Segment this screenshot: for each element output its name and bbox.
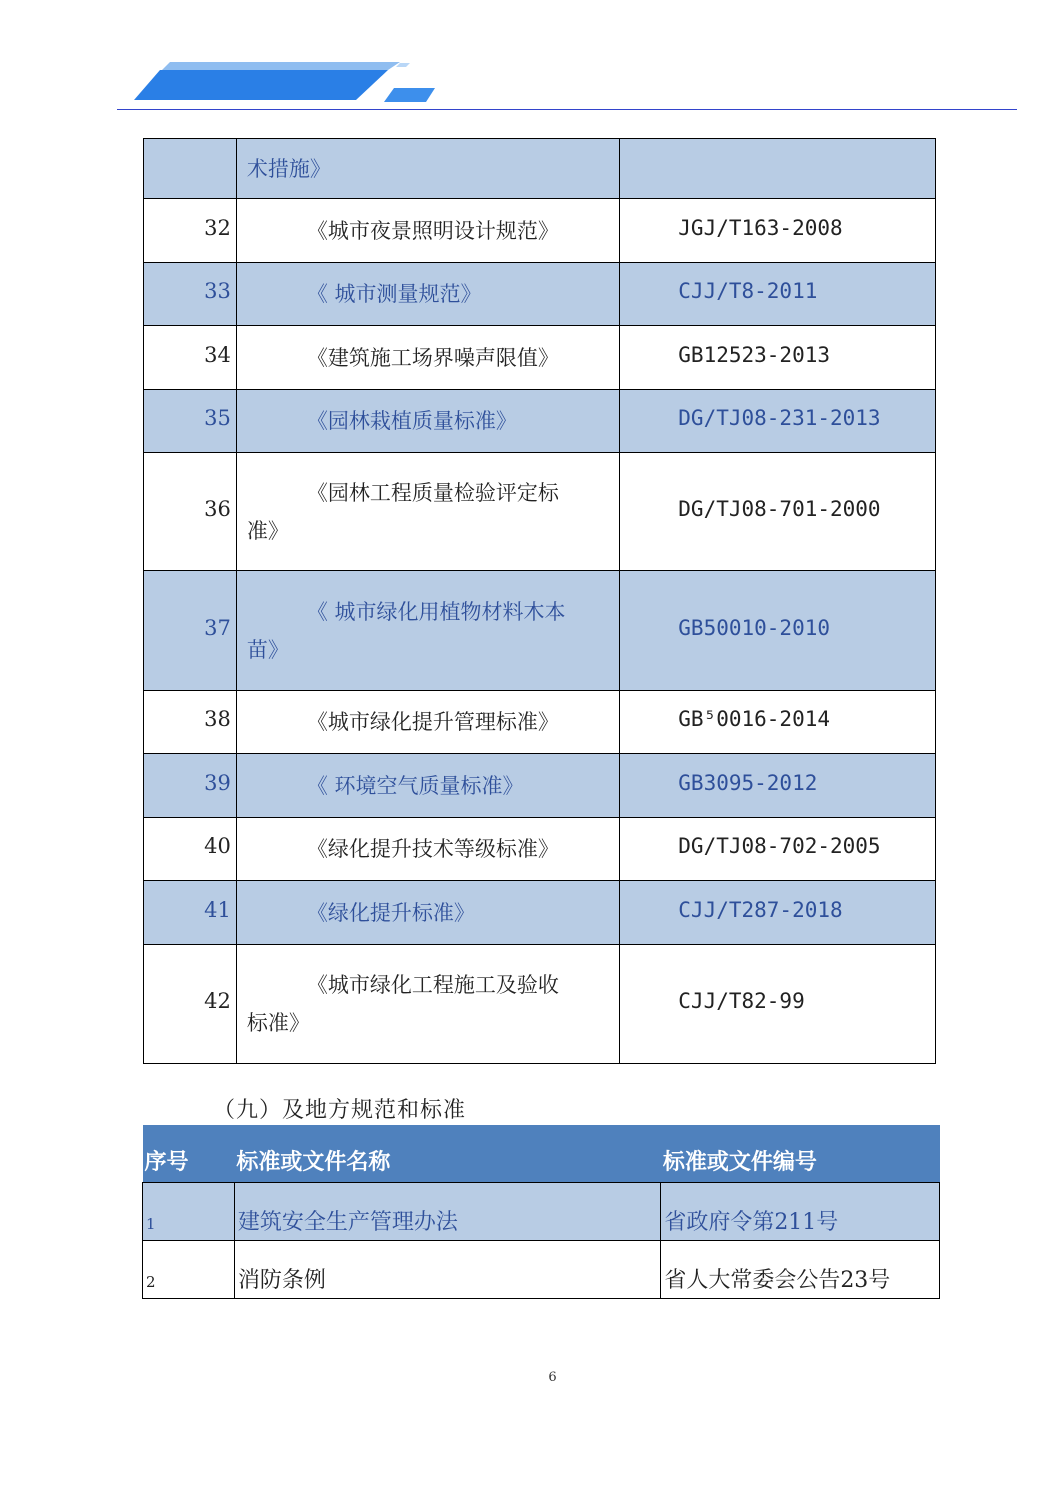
table-row — [143, 1241, 940, 1299]
local-table-header-row — [143, 1125, 940, 1183]
standard-code: JGJ/T163-2008 — [620, 199, 936, 263]
standard-code: GB50010-2010 — [620, 571, 936, 691]
section-heading: （九）及地方规范和标准 — [213, 1098, 467, 1123]
standard-code — [620, 139, 936, 199]
table-row — [144, 326, 936, 390]
standard-name: 《城市绿化提升管理标准》 — [236, 691, 619, 754]
standard-code: CJJ/T287-2018 — [620, 881, 936, 945]
table-row — [144, 881, 936, 945]
row-number: 42 — [144, 945, 237, 1064]
standard-name: 术措施》 — [236, 139, 619, 199]
table-row — [144, 691, 936, 754]
row-number: 36 — [144, 453, 237, 571]
standard-code: DG/TJ08-701-2000 — [620, 453, 936, 571]
local-name: 建筑安全生产管理办法 — [234, 1183, 660, 1241]
table-row — [144, 945, 936, 1064]
table-row — [144, 754, 936, 818]
row-number: 41 — [144, 881, 237, 945]
standard-code: GB3095-2012 — [620, 754, 936, 818]
header-name: 标准或文件名称 — [234, 1125, 660, 1183]
row-number — [144, 139, 237, 199]
table-row — [144, 199, 936, 263]
row-number: 34 — [144, 326, 237, 390]
table-row — [144, 818, 936, 881]
header-code: 标准或文件编号 — [661, 1125, 940, 1183]
local-seq: 2 — [143, 1241, 235, 1299]
standard-code: GB12523-2013 — [620, 326, 936, 390]
page-number: 6 — [548, 1370, 557, 1385]
local-name: 消防条例 — [234, 1241, 660, 1299]
row-number: 37 — [144, 571, 237, 691]
local-standards-table — [142, 1125, 940, 1299]
local-code: 省人大常委会公告23号 — [661, 1241, 940, 1299]
table-row — [144, 263, 936, 326]
table-row — [143, 1183, 940, 1241]
standards-table — [143, 138, 936, 1064]
standard-code: CJJ/T82-99 — [620, 945, 936, 1064]
standard-name: 《绿化提升标准》 — [236, 881, 619, 945]
standard-name: 《城市夜景照明设计规范》 — [236, 199, 619, 263]
row-number: 40 — [144, 818, 237, 881]
standard-name: 《 城市测量规范》 — [236, 263, 619, 326]
standard-name: 《园林工程质量检验评定标 准》 — [236, 453, 619, 571]
standard-code: DG/TJ08-231-2013 — [620, 390, 936, 453]
standard-name: 《城市绿化工程施工及验收 标准》 — [236, 945, 619, 1064]
local-seq: 1 — [143, 1183, 235, 1241]
table-row — [144, 139, 936, 199]
standard-code: DG/TJ08-702-2005 — [620, 818, 936, 881]
standard-name: 《 城市绿化用植物材料木本 苗》 — [236, 571, 619, 691]
standard-code: GB⁵0016-2014 — [620, 691, 936, 754]
local-code: 省政府令第211号 — [661, 1183, 940, 1241]
row-number: 32 — [144, 199, 237, 263]
header-seq: 序号 — [143, 1125, 235, 1183]
standard-name: 《园林栽植质量标准》 — [236, 390, 619, 453]
header-rule — [117, 109, 1017, 110]
row-number: 35 — [144, 390, 237, 453]
row-number: 38 — [144, 691, 237, 754]
row-number: 39 — [144, 754, 237, 818]
table-row — [144, 571, 936, 691]
header-logo — [130, 58, 440, 106]
standard-name: 《绿化提升技术等级标准》 — [236, 818, 619, 881]
table-row — [144, 390, 936, 453]
standard-code: CJJ/T8-2011 — [620, 263, 936, 326]
standard-name: 《建筑施工场界噪声限值》 — [236, 326, 619, 390]
table-row — [144, 453, 936, 571]
standard-name: 《 环境空气质量标准》 — [236, 754, 619, 818]
row-number: 33 — [144, 263, 237, 326]
